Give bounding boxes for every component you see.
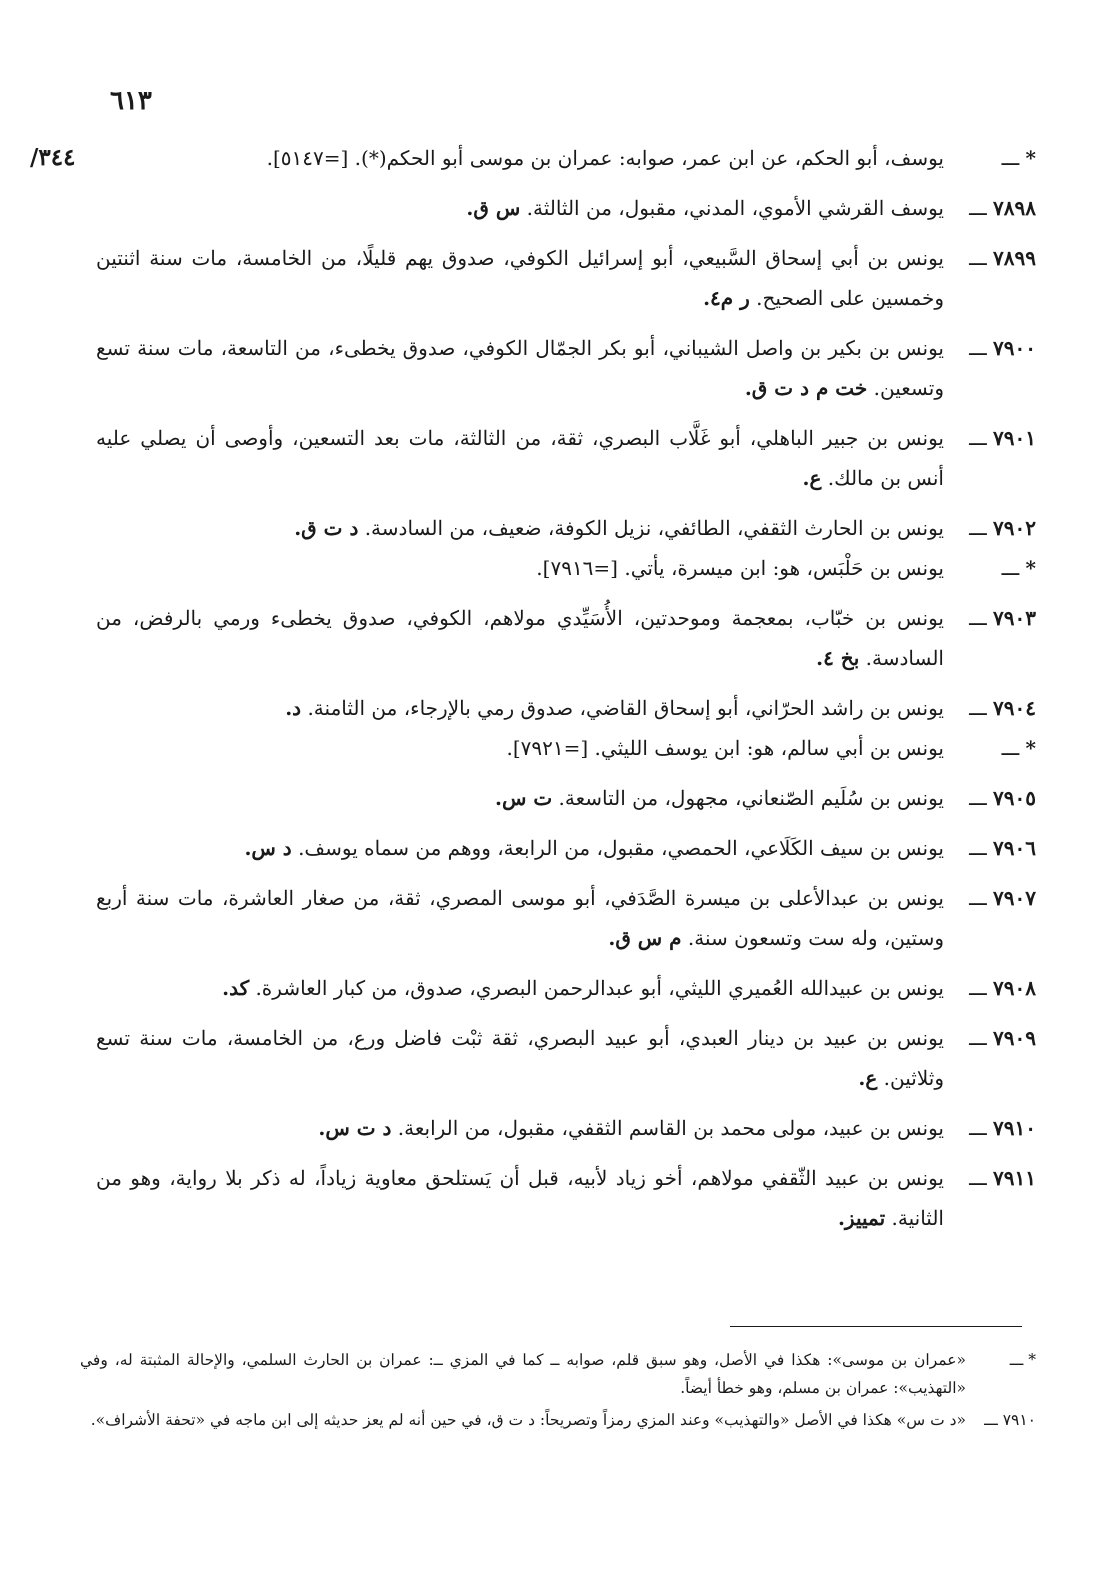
entry-dash: ـــ xyxy=(969,196,994,220)
entry-text: يونس بن عبيد بن دينار العبدي، أبو عبيد البصري، ثقة ثبْت فاضل ورع، من الخامسة، مات سنة تسع وثلاثين. xyxy=(96,1026,944,1090)
entry-dash: ـــ xyxy=(969,1116,994,1140)
footnote xyxy=(80,1346,1036,1402)
entry-number: ٧٩٠٩ xyxy=(993,1026,1036,1050)
entry-symbols: د ت ق. xyxy=(294,516,359,540)
entry-number: ٧٩٠٢ xyxy=(993,516,1036,540)
footnote xyxy=(80,1406,1036,1434)
list-item xyxy=(96,728,1036,768)
entry-text: يونس بن بكير بن واصل الشيباني، أبو بكر الجمّال الكوفي، صدوق يخطىء، من التاسعة، مات سنة تسع وتسعين. xyxy=(96,336,944,400)
entry-dash: ـــ xyxy=(969,516,994,540)
entry-symbols: خت م د ت ق. xyxy=(744,376,868,400)
list-item xyxy=(96,1108,1036,1148)
entry-dash: ـــ xyxy=(969,336,994,360)
entry-number: ٧٩٠٣ xyxy=(993,606,1036,630)
entry-number: ٧٩٠٦ xyxy=(993,836,1036,860)
footnote-number: ٧٩١٠ xyxy=(1002,1411,1036,1429)
entry-symbols: ت س. xyxy=(495,786,553,810)
entry-text: يوسف، أبو الحكم، عن ابن عمر، صوابه: عمران بن موسى أبو الحكم(*). [=٥١٤٧]. xyxy=(266,146,944,170)
entries-list xyxy=(96,138,1036,1248)
list-item xyxy=(96,418,1036,498)
footnote-divider xyxy=(730,1326,1022,1327)
entry-symbols: كد. xyxy=(222,976,250,1000)
entry-text: يونس بن عبدالأعلى بن ميسرة الصَّدَفي، أبو موسى المصري، ثقة، من صغار العاشرة، مات سنة أربع وستين، وله ست وتسعون سنة. xyxy=(96,886,944,950)
entry-number: ٧٩٠٠ xyxy=(993,336,1036,360)
entry-number: * xyxy=(1025,736,1036,760)
entry-symbols: ع. xyxy=(802,466,822,490)
entry-number: ٧٨٩٨ xyxy=(993,196,1036,220)
entry-symbols: تمييز. xyxy=(837,1206,886,1230)
entry-text: يونس بن عبيدالله العُميري الليثي، أبو عبدالرحمن البصري، صدوق، من كبار العاشرة. xyxy=(255,976,944,1000)
entry-text: يونس بن راشد الحرّاني، أبو إسحاق القاضي، صدوق رمي بالإرجاء، من الثامنة. xyxy=(307,696,944,720)
entry-symbols: ر م٤. xyxy=(703,286,750,310)
entry-dash: ـــ xyxy=(969,696,994,720)
entry-dash: ـــ xyxy=(1001,736,1026,760)
entry-number: ٧٩٠٥ xyxy=(993,786,1036,810)
entry-number: * xyxy=(1025,556,1036,580)
entry-dash: ـــ xyxy=(969,1026,994,1050)
list-item xyxy=(96,508,1036,548)
list-item xyxy=(96,188,1036,228)
list-item xyxy=(96,598,1036,678)
entry-number: * xyxy=(1025,146,1036,170)
entry-number: ٧٩٠٧ xyxy=(993,886,1036,910)
list-item xyxy=(96,548,1036,588)
entry-number: ٧٩٠٨ xyxy=(993,976,1036,1000)
list-item xyxy=(96,688,1036,728)
entry-text: يونس بن سيف الكَلَاعي، الحمصي، مقبول، من الرابعة، ووهم من سماه يوسف. xyxy=(298,836,944,860)
footnote-number: * xyxy=(1028,1351,1036,1369)
footnote-text: «عمران بن موسى»: هكذا في الأصل، وهو سبق قلم، صوابه ــ كما في المزي ــ: عمران بن الحارث السلمي، والإحالة المثبتة له، وفي «التهذيب»: عمران بن مسلم، وهو خطأ أيضاً. xyxy=(80,1351,966,1397)
entry-symbols: بخ ٤. xyxy=(816,646,860,670)
entry-dash: ـــ xyxy=(969,1166,994,1190)
entry-text: يونس بن جبير الباهلي، أبو غَلَّاب البصري، ثقة، من الثالثة، مات بعد التسعين، وأوصى أن يصلي عليه أنس بن مالك. xyxy=(96,426,944,490)
footnote-text: «د ت س» هكذا في الأصل «والتهذيب» وعند المزي رمزاً وتصريحاً: د ت ق، في حين أنه لم يعز حديثه إلى ابن ماجه في «تحفة الأشراف». xyxy=(90,1411,966,1429)
footnote-dash: ـــ xyxy=(984,1411,1003,1429)
list-item xyxy=(96,328,1036,408)
entry-text: يونس بن أبي إسحاق السَّبيعي، أبو إسرائيل الكوفي، صدوق يهم قليلًا، من الخامسة، مات سنة اثنتين وخمسين على الصحيح. xyxy=(96,246,945,310)
entry-symbols: ع. xyxy=(858,1066,878,1090)
entry-text: يونس بن عبيد الثّقفي مولاهم، أخو زياد لأبيه، قبل أن يَستلحق معاوية زياداً، له ذكر بلا رواية، وهو من الثانية. xyxy=(96,1166,944,1230)
entry-text: يونس بن الحارث الثقفي، الطائفي، نزيل الكوفة، ضعيف، من السادسة. xyxy=(364,516,944,540)
list-item xyxy=(96,878,1036,958)
entry-dash: ـــ xyxy=(969,836,994,860)
list-item xyxy=(96,138,1036,178)
entry-dash: ـــ xyxy=(1001,556,1026,580)
entry-text: يونس بن خبّاب، بمعجمة وموحدتين، الأُسَيِّدي مولاهم، الكوفي، صدوق يخطىء ورمي بالرفض، من السادسة. xyxy=(96,606,944,670)
entry-dash: ـــ xyxy=(969,886,994,910)
entry-number: ٧٩٠١ xyxy=(993,426,1036,450)
page-number: ٦١٣ xyxy=(110,86,152,116)
entry-dash: ـــ xyxy=(969,786,994,810)
entry-dash: ـــ xyxy=(969,606,994,630)
list-item xyxy=(96,778,1036,818)
entry-dash: ـــ xyxy=(1001,146,1026,170)
list-item xyxy=(96,238,1036,318)
entry-dash: ـــ xyxy=(969,426,994,450)
entry-dash: ـــ xyxy=(969,246,994,270)
entry-text: يونس بن أبي سالم، هو: ابن يوسف الليثي. [=٧٩٢١]. xyxy=(506,736,944,760)
entry-symbols: س ق. xyxy=(466,196,521,220)
entry-dash: ـــ xyxy=(969,976,994,1000)
list-item xyxy=(96,1018,1036,1098)
list-item xyxy=(96,828,1036,868)
footnotes xyxy=(80,1346,1036,1438)
entry-symbols: د. xyxy=(285,696,302,720)
footnote-dash: ـــ xyxy=(1009,1351,1029,1369)
entry-text: يوسف القرشي الأموي، المدني، مقبول، من الثالثة. xyxy=(526,196,944,220)
entry-symbols: د ت س. xyxy=(318,1116,392,1140)
list-item xyxy=(96,968,1036,1008)
entry-number: ٧٩٠٤ xyxy=(993,696,1036,720)
entry-number: ٧٩١٠ xyxy=(993,1116,1036,1140)
entry-number: ٧٩١١ xyxy=(993,1166,1036,1190)
entry-number: ٧٨٩٩ xyxy=(993,246,1036,270)
margin-note: /٣٤٤ xyxy=(30,144,76,171)
list-item xyxy=(96,1158,1036,1238)
entry-text: يونس بن حَلْبَس، هو: ابن ميسرة، يأتي. [=٧٩١٦]. xyxy=(536,556,944,580)
entry-text: يونس بن سُلَيم الصّنعاني، مجهول، من التاسعة. xyxy=(558,786,944,810)
entry-symbols: م س ق. xyxy=(608,926,682,950)
entry-symbols: د س. xyxy=(244,836,292,860)
entry-text: يونس بن عبيد، مولى محمد بن القاسم الثقفي، مقبول، من الرابعة. xyxy=(397,1116,944,1140)
